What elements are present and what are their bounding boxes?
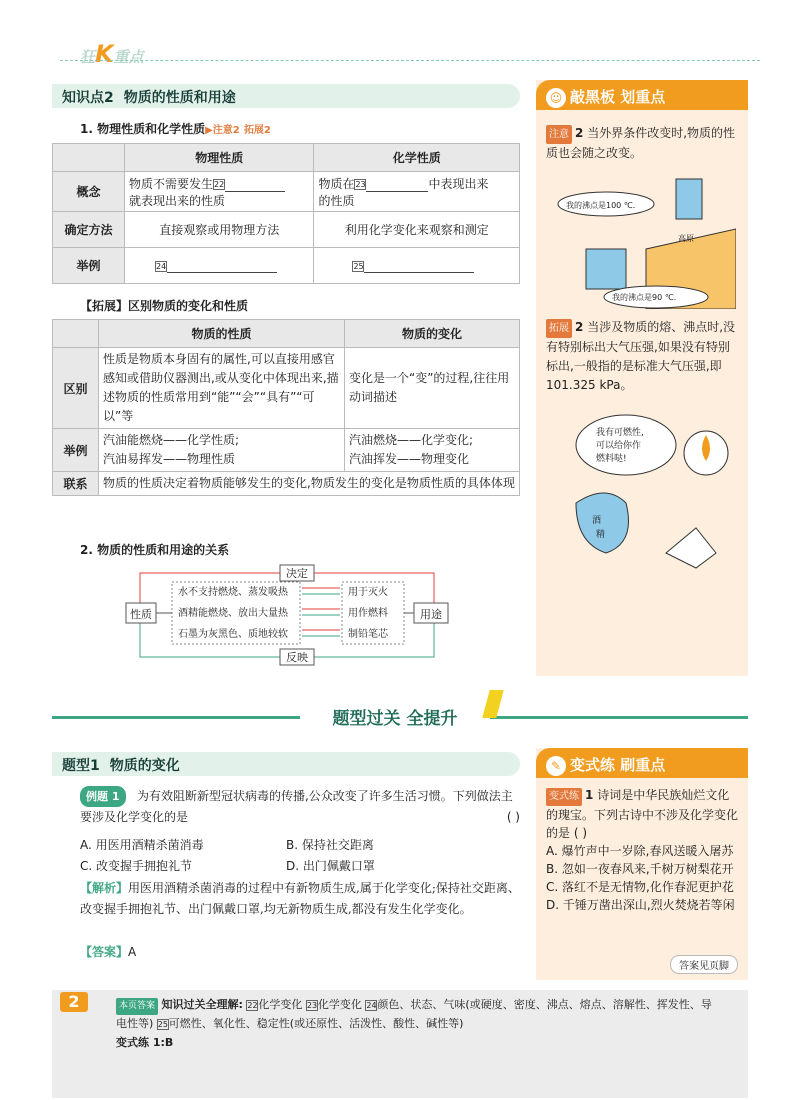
cell-example-physical: 24 — [125, 248, 314, 284]
svg-text:精: 精 — [596, 530, 606, 540]
option-c: C. 改变握手拥抱礼节 — [80, 859, 193, 873]
header-dashed-line — [60, 60, 760, 61]
cell-example-chemical: 25 — [314, 248, 520, 284]
practice-question: 变式练 1 诗词是中华民族灿烂文化的瑰宝。下列古诗中不涉及化学变化的是 ( ) A. 爆竹声中一岁除,春风送暖入屠苏 B. 忽如一夜春风来,千树万树梨花开 C. 落红不是无情物,化作春泥更护花 D. 千锤万凿出深山,烈火焚烧若等闲 — [546, 788, 739, 912]
svg-text:燃料哒!: 燃料哒! — [596, 454, 627, 464]
row-link: 联系 — [53, 472, 99, 496]
section-header-question-type: 题型1 物质的变化 — [52, 752, 520, 776]
practice-option-c: C. 落红不是无情物,化作春泥更护花 — [546, 880, 734, 894]
right-item-1: 用于灭火 — [348, 587, 388, 598]
label-plateau: 高原 — [678, 234, 694, 243]
cell-diff-property: 性质是物质本身固有的属性,可以直接用感官感知或借助仪器测出,或从变化中体现出来,描述物质的性质常用到“能”“会”“具有”“可以”等 — [99, 348, 345, 429]
side-panel-practice — [536, 748, 748, 980]
option-d: D. 出门佩戴口罩 — [286, 859, 375, 873]
svg-text:可以给你作: 可以给你作 — [596, 441, 642, 451]
node-property: 性质 — [130, 608, 152, 621]
side-header-practice: ✎ 变式练 刷重点 — [536, 748, 748, 778]
left-item-2: 酒精能燃烧、放出大量热 — [178, 608, 288, 619]
cell-example-property: 汽油能燃烧——化学性质; 汽油易挥发——物理性质 — [99, 429, 345, 472]
row-diff: 区别 — [53, 348, 99, 429]
boiling-illustration — [546, 169, 736, 309]
cell-method-physical: 直接观察或用物理方法 — [125, 212, 314, 248]
col-chemical: 化学性质 — [314, 144, 520, 172]
practice-option-b: B. 忽如一夜春风来,千树万树梨花开 — [546, 862, 734, 876]
col-property: 物质的性质 — [99, 320, 345, 348]
cell-example-change: 汽油燃烧——化学变化; 汽油挥发——物理变化 — [345, 429, 520, 472]
cell-link: 物质的性质决定着物质能够发生的变化,物质发生的变化是物质性质的具体体现 — [99, 472, 520, 496]
lightning-icon — [482, 690, 504, 718]
node-reflect: 反映 — [286, 651, 308, 664]
cell-diff-change: 变化是一个“变”的过程,往往用动词描述 — [345, 348, 520, 429]
option-a: A. 用医用酒精杀菌消毒 — [80, 838, 204, 852]
cell-concept-physical: 物质不需要发生22 就表现出来的性质 — [125, 172, 314, 212]
section-header-knowledge: 知识点2 物质的性质和用途 — [52, 84, 520, 108]
expand-title: 【拓展】区别物质的变化和性质 — [80, 299, 249, 313]
svg-text:酒: 酒 — [592, 516, 602, 526]
subtitle-relation: 2. 物质的性质和用途的关系 — [80, 543, 230, 557]
col-change: 物质的变化 — [345, 320, 520, 348]
relation-diagram — [120, 560, 460, 670]
row-example: 举例 — [53, 248, 125, 284]
logo: 狂K重点 — [80, 40, 144, 68]
svg-text:我有可燃性,: 我有可燃性, — [596, 428, 644, 438]
banner-title: 题型过关 全提升 — [300, 704, 490, 730]
options — [80, 835, 520, 877]
col-physical: 物理性质 — [125, 144, 314, 172]
face-icon: ☺ — [546, 88, 566, 108]
expand-tag: 拓展 — [546, 319, 572, 338]
row-concept: 概念 — [53, 172, 125, 212]
alcohol-cartoon — [546, 403, 736, 593]
expand-2: 拓展 2 当涉及物质的熔、沸点时,没有特别标出大气压强,如果没有特别标出,一般指的是标准大气压强,即101.325 kPa。 — [546, 320, 736, 392]
bubble-90: 我的沸点是90 ℃. — [612, 293, 677, 302]
left-item-3: 石墨为灰黑色、质地较软 — [178, 629, 288, 640]
practice-option-a: A. 爆竹声中一岁除,春风送暖入屠苏 — [546, 844, 734, 858]
row-example2: 举例 — [53, 429, 99, 472]
practice-option-d: D. 千锤万凿出深山,烈火焚烧若等闲 — [546, 898, 735, 912]
page-number: 2 — [60, 992, 88, 1012]
left-item-1: 水不支持燃烧、蒸发吸热 — [178, 587, 288, 598]
cell-concept-chemical: 物质在23 中表现出来 的性质 — [314, 172, 520, 212]
note-tag: 注意 — [546, 125, 572, 144]
node-decide: 决定 — [286, 567, 308, 580]
cell-method-chemical: 利用化学变化来观察和测定 — [314, 212, 520, 248]
side-panel-highlight — [536, 80, 748, 676]
see-answer-link[interactable]: 答案见页脚 — [670, 955, 738, 974]
pencil-icon: ✎ — [546, 756, 566, 776]
row-method: 确定方法 — [53, 212, 125, 248]
table-properties — [52, 143, 520, 284]
right-item-2: 用作燃料 — [348, 608, 388, 619]
bubble-100: 我的沸点是100 ℃. — [566, 201, 636, 210]
node-use: 用途 — [420, 608, 442, 621]
table-change-vs-property — [52, 319, 520, 496]
answer: 【答案】A — [80, 945, 137, 959]
side-header-highlight: ☺ 敲黑板 划重点 — [536, 80, 748, 110]
right-item-3: 制铅笔芯 — [348, 629, 388, 640]
example-question: 例题 1 为有效阻断新型冠状病毒的传播,公众改变了许多生活习惯。下列做法主要涉及化学变化的是 ( ) — [80, 786, 520, 828]
analysis: 【解析】用医用酒精杀菌消毒的过程中有新物质生成,属于化学变化;保持社交距离、改变握手拥抱礼节、出门佩戴口罩,均无新物质生成,都没有发生化学变化。 — [80, 881, 520, 916]
footer-answer-text: 本页答案 知识过关全理解: 22化学变化 23化学变化 24颜色、状态、气味(或硬度、密度、沸点、熔点、溶解性、挥发性、导电性等) 25可燃性、氧化性、稳定性(或还原性、活泼性、酸性、碱性等) 变式练 1:B — [116, 998, 712, 1049]
subtitle-physical-chemical: 1. 物理性质和化学性质▶注意2 拓展2 — [80, 122, 271, 136]
option-b: B. 保持社交距离 — [286, 838, 374, 852]
note-2: 注意 2 当外界条件改变时,物质的性质也会随之改变。 — [546, 126, 736, 160]
example-tag: 例题 1 — [80, 786, 126, 807]
